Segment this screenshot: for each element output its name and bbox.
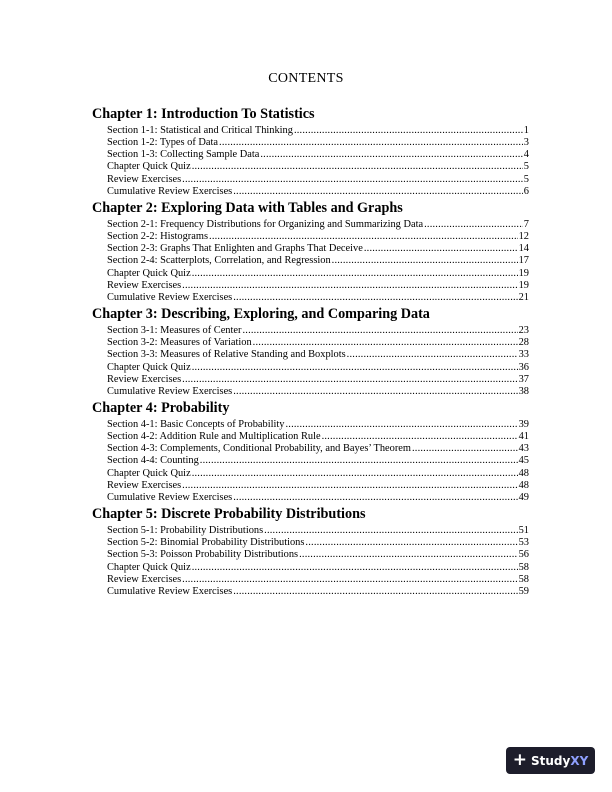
toc-entry-label: Section 1-1: Statistical and Critical Thinking (107, 125, 293, 136)
page-title: CONTENTS (268, 71, 344, 86)
toc-entry[interactable] (107, 468, 529, 480)
chapter-entry-list (107, 325, 529, 398)
dot-leader (233, 586, 517, 598)
toc-entry[interactable] (107, 480, 529, 492)
toc-entry-label: Section 2-4: Scatterplots, Correlation, and Regression (107, 255, 331, 267)
toc-entry[interactable] (107, 231, 529, 243)
toc-entry-label: Section 4-1: Basic Concepts of Probability (107, 418, 285, 430)
dot-leader (233, 492, 517, 504)
chapter-heading[interactable]: Chapter 3: Describing, Exploring, and Comparing Data (92, 306, 430, 323)
dot-leader (285, 419, 517, 431)
toc-entry-label: Chapter Quick Quiz (107, 361, 191, 373)
dot-leader (242, 325, 517, 337)
toc-entry-page-number: 5 (523, 173, 529, 185)
toc-entry[interactable] (107, 455, 529, 467)
logo-text-accent: XY (570, 753, 589, 768)
toc-entry-label: Section 5-3: Poisson Probability Distributions (107, 549, 299, 561)
toc-entry-label: Section 2-3: Graphs That Enlighten and Graphs That Deceive (107, 243, 363, 255)
toc-entry[interactable] (107, 243, 529, 255)
toc-entry-page-number: 41 (518, 431, 529, 443)
dot-leader (233, 292, 517, 304)
dot-leader (233, 386, 517, 398)
toc-entry[interactable] (107, 419, 529, 431)
dot-leader (322, 431, 518, 443)
toc-entry[interactable] (107, 325, 529, 337)
studyxy-logo-badge[interactable] (506, 747, 595, 774)
dot-leader (299, 549, 518, 561)
toc-entry[interactable] (107, 125, 529, 137)
toc-entry-page-number: 56 (518, 549, 529, 561)
dot-leader (192, 362, 518, 374)
toc-entry-label: Cumulative Review Exercises (107, 291, 233, 303)
toc-entry[interactable] (107, 337, 529, 349)
toc-entry[interactable] (107, 362, 529, 374)
toc-entry-page-number: 58 (518, 573, 529, 585)
plus-icon: + (512, 750, 527, 770)
toc-entry[interactable] (107, 492, 529, 504)
toc-entry-page-number: 12 (518, 231, 529, 243)
toc-entry-label: Section 2-2: Histograms (107, 231, 209, 243)
toc-entry[interactable] (107, 562, 529, 574)
toc-entry-page-number: 17 (518, 255, 529, 267)
toc-entry[interactable] (107, 386, 529, 398)
toc-entry-page-number: 6 (523, 185, 529, 197)
toc-entry-page-number: 43 (518, 443, 529, 455)
toc-entry-label: Cumulative Review Exercises (107, 491, 233, 503)
chapter-heading[interactable]: Chapter 2: Exploring Data with Tables and Graphs (92, 199, 403, 216)
toc-entry-label: Section 3-3: Measures of Relative Standing and Boxplots (107, 349, 346, 361)
toc-entry-page-number: 51 (518, 525, 529, 537)
chapter-entry-list (107, 419, 529, 504)
toc-entry[interactable] (107, 149, 529, 161)
toc-entry[interactable] (107, 268, 529, 280)
toc-entry-page-number: 33 (518, 349, 529, 361)
toc-entry-page-number: 28 (518, 337, 529, 349)
logo-text-primary: Study (530, 753, 571, 768)
toc-entry-label: Review Exercises (107, 279, 182, 291)
toc-entry-page-number: 38 (518, 385, 529, 397)
toc-entry[interactable] (107, 574, 529, 586)
dot-leader (182, 280, 517, 292)
toc-entry-label: Review Exercises (107, 479, 182, 491)
dot-leader (233, 186, 523, 198)
toc-entry-label: Cumulative Review Exercises (107, 585, 233, 597)
toc-entry-label: Cumulative Review Exercises (107, 185, 233, 197)
toc-entry-page-number: 7 (523, 218, 529, 230)
toc-entry-label: Section 3-1: Measures of Center (107, 325, 242, 337)
dot-leader (347, 349, 518, 361)
toc-entry[interactable] (107, 537, 529, 549)
dot-leader (260, 149, 522, 161)
toc-entry-label: Section 3-2: Measures of Variation (107, 337, 252, 349)
toc-entry[interactable] (107, 137, 529, 149)
toc-entry-page-number: 58 (518, 561, 529, 573)
toc-entry[interactable] (107, 349, 529, 361)
toc-entry-label: Chapter Quick Quiz (107, 467, 191, 479)
toc-entry-page-number: 19 (518, 279, 529, 291)
toc-entry[interactable] (107, 280, 529, 292)
toc-entry-page-number: 1 (523, 125, 529, 136)
chapter-entry-list (107, 219, 529, 304)
dot-leader (192, 268, 518, 280)
toc-entry-page-number: 37 (518, 373, 529, 385)
toc-entry[interactable] (107, 219, 529, 231)
dot-leader (332, 255, 518, 267)
dot-leader (424, 219, 523, 231)
toc-entry-label: Section 5-2: Binomial Probability Distributions (107, 537, 305, 549)
toc-entry[interactable] (107, 525, 529, 537)
toc-entry[interactable] (107, 186, 529, 198)
toc-entry-label: Cumulative Review Exercises (107, 385, 233, 397)
toc-entry-page-number: 59 (518, 585, 529, 597)
toc-entry-label: Section 1-3: Collecting Sample Data (107, 149, 260, 161)
toc-entry[interactable] (107, 443, 529, 455)
toc-entry-label: Section 4-2: Addition Rule and Multiplication Rule (107, 431, 321, 443)
toc-entry-page-number: 14 (518, 243, 529, 255)
dot-leader (305, 537, 517, 549)
dot-leader (192, 468, 518, 480)
toc-entry-page-number: 23 (518, 325, 529, 337)
toc-entry-label: Chapter Quick Quiz (107, 267, 191, 279)
toc-entry-label: Section 4-3: Complements, Conditional Probability, and Bayes’ Theorem (107, 443, 411, 455)
toc-entry-page-number: 48 (518, 467, 529, 479)
toc-entry-page-number: 36 (518, 361, 529, 373)
dot-leader (209, 231, 518, 243)
toc-entry-label: Section 1-2: Types of Data (107, 137, 219, 149)
toc-entry-page-number: 53 (518, 537, 529, 549)
toc-entry-page-number: 5 (523, 161, 529, 173)
toc-entry-label: Review Exercises (107, 373, 182, 385)
toc-entry-page-number: 49 (518, 491, 529, 503)
chapter-heading[interactable]: Chapter 5: Discrete Probability Distributions (92, 506, 366, 523)
toc-entry-page-number: 48 (518, 479, 529, 491)
toc-entry[interactable] (107, 174, 529, 186)
chapter-entry-list (107, 525, 529, 598)
toc-entry[interactable] (107, 586, 529, 598)
dot-leader (182, 174, 523, 186)
toc-entry-label: Chapter Quick Quiz (107, 161, 191, 173)
toc-entry-page-number: 19 (518, 267, 529, 279)
toc-entry-page-number: 21 (518, 291, 529, 303)
toc-entry[interactable] (107, 374, 529, 386)
toc-entry-page-number: 3 (523, 137, 529, 149)
toc-entry-label: Chapter Quick Quiz (107, 561, 191, 573)
toc-entry[interactable] (107, 161, 529, 173)
toc-entry-page-number: 45 (518, 455, 529, 467)
dot-leader (192, 161, 523, 173)
dot-leader (253, 337, 518, 349)
toc-entry[interactable] (107, 255, 529, 267)
dot-leader (264, 525, 517, 537)
dot-leader (200, 455, 518, 467)
dot-leader (294, 125, 523, 137)
dot-leader (364, 243, 518, 255)
toc-entry[interactable] (107, 549, 529, 561)
toc-entry-page-number: 39 (518, 418, 529, 430)
toc-entry-label: Section 5-1: Probability Distributions (107, 525, 264, 537)
toc-entry-page-number: 4 (523, 149, 529, 161)
toc-entry-label: Section 2-1: Frequency Distributions for Organizing and Summarizing Data (107, 218, 424, 230)
dot-leader (219, 137, 523, 149)
dot-leader (182, 480, 517, 492)
toc-entry-label: Review Exercises (107, 573, 182, 585)
toc-entry-label: Section 4-4: Counting (107, 455, 199, 467)
toc-entry-label: Review Exercises (107, 173, 182, 185)
dot-leader (192, 562, 518, 574)
toc-entry[interactable] (107, 431, 529, 443)
chapter-entry-list (107, 125, 529, 198)
toc-entry[interactable] (107, 292, 529, 304)
chapter-heading[interactable]: Chapter 4: Probability (92, 399, 230, 416)
dot-leader (182, 574, 517, 586)
table-of-contents (92, 106, 529, 600)
dot-leader (412, 443, 518, 455)
chapter-heading[interactable]: Chapter 1: Introduction To Statistics (92, 106, 315, 122)
dot-leader (182, 374, 517, 386)
